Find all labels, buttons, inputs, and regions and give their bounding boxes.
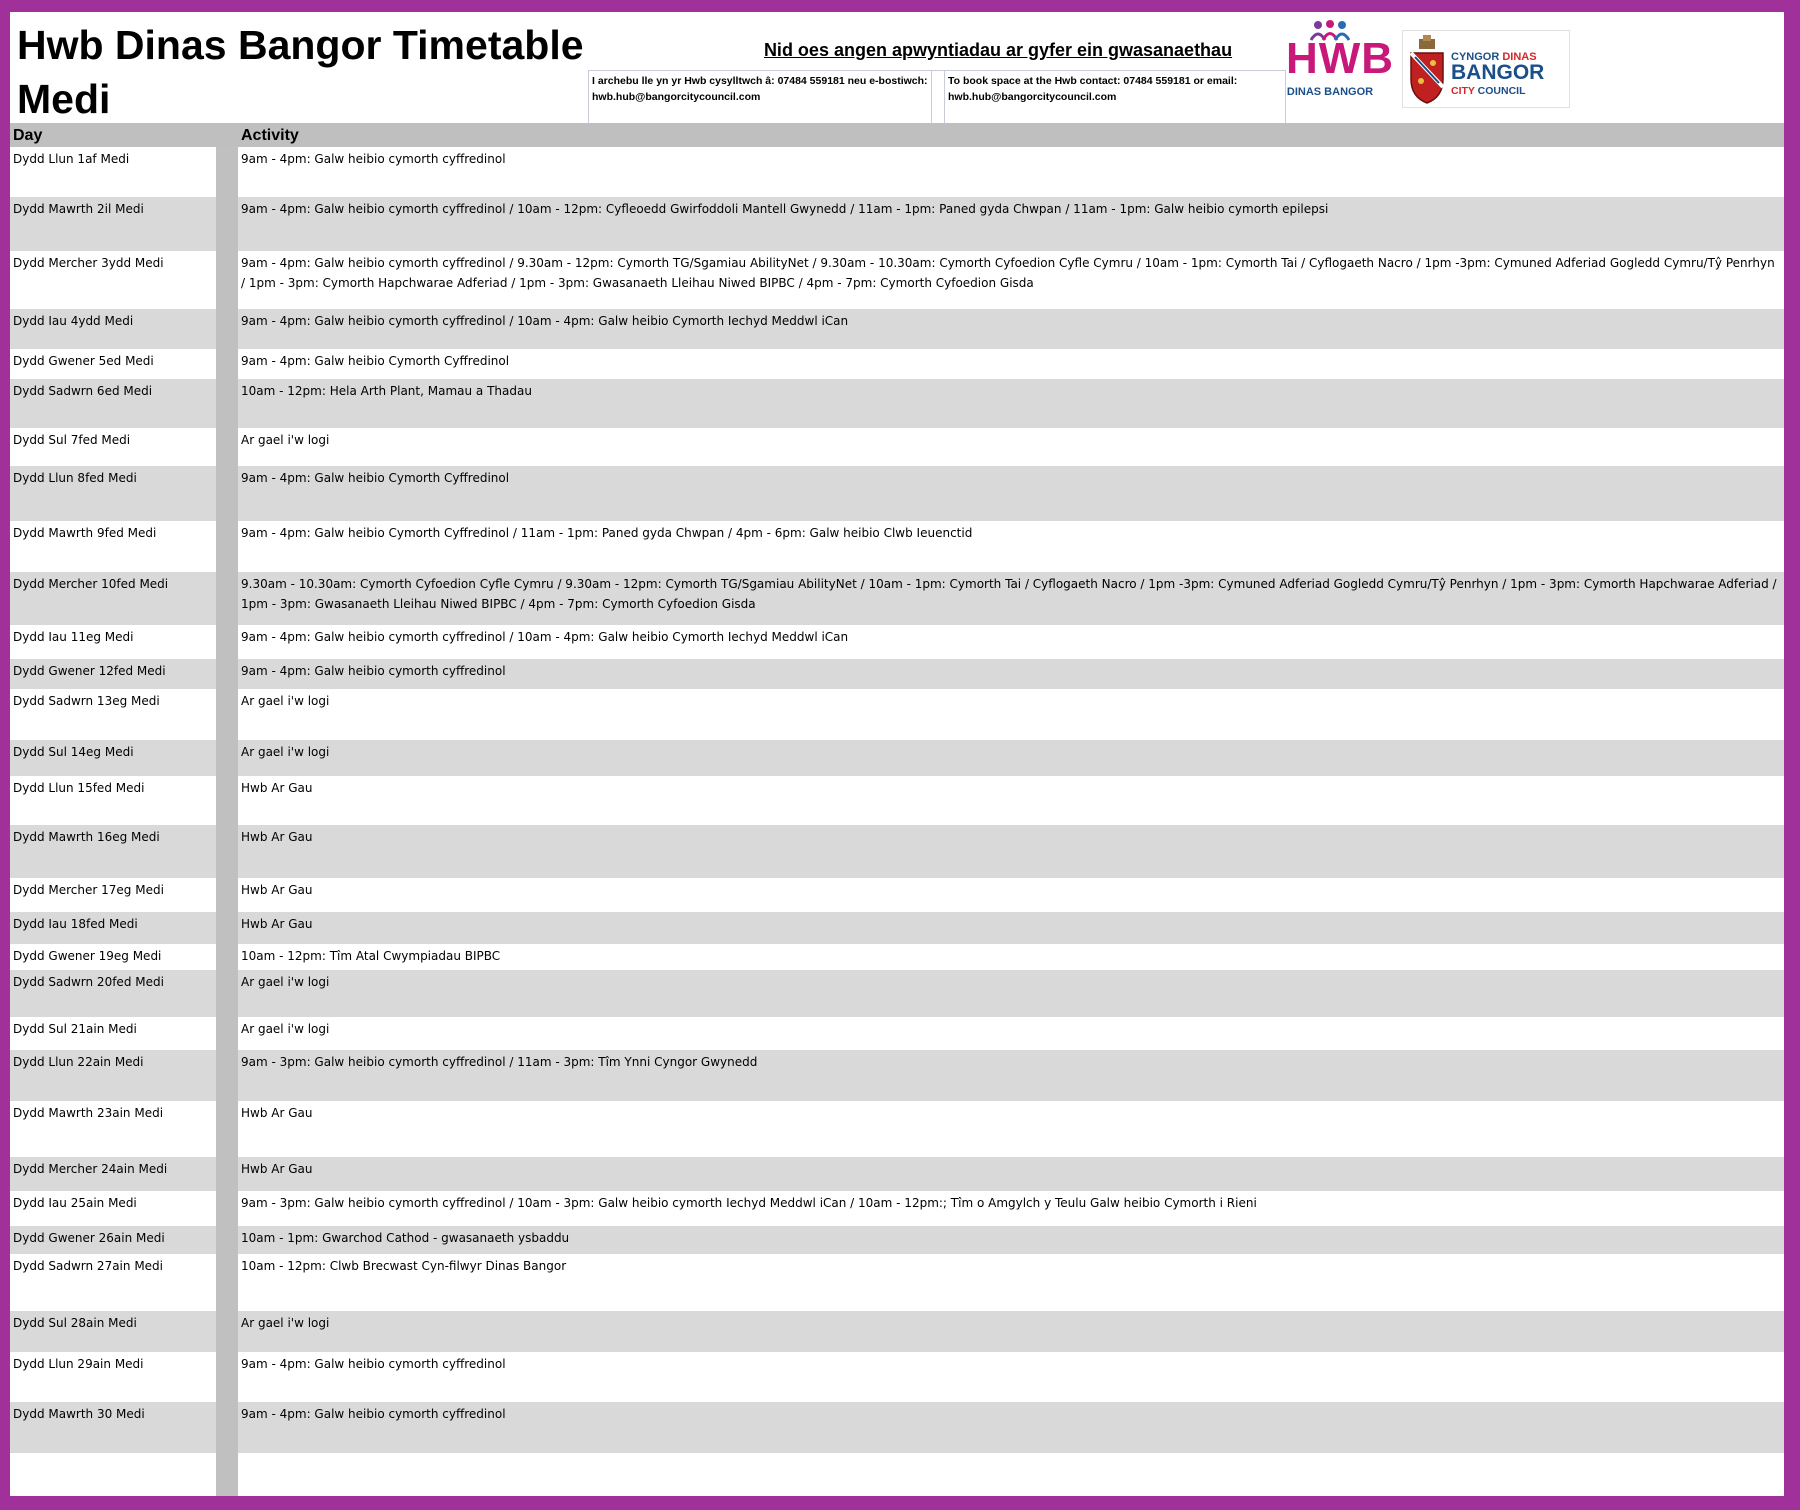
council-dinas: DINAS: [1502, 51, 1537, 63]
day-cell: Dydd Mawrth 30 Medi: [13, 1407, 145, 1421]
activity-cell: 10am - 12pm: Clwb Brecwast Cyn-filwyr Dinas Bangor: [241, 1259, 567, 1273]
table-row: [10, 1226, 1784, 1254]
table-row: [10, 309, 1784, 349]
day-cell: Dydd Sul 7fed Medi: [13, 433, 131, 447]
column-gutter: [216, 1453, 238, 1496]
day-cell: Dydd Mercher 24ain Medi: [13, 1162, 168, 1176]
table-row: [10, 1157, 1784, 1191]
column-gutter: [216, 1254, 238, 1311]
column-gutter: [216, 1157, 238, 1191]
activity-cell: 9am - 4pm: Galw heibio Cymorth Cyffredinol: [241, 354, 510, 368]
day-cell: Dydd Mawrth 2il Medi: [13, 202, 144, 216]
day-cell: Dydd Sul 14eg Medi: [13, 745, 134, 759]
table-body: [10, 147, 1784, 1496]
column-gutter: [216, 349, 238, 379]
table-row: [10, 1352, 1784, 1402]
day-cell: Dydd Gwener 12fed Medi: [13, 664, 166, 678]
table-row: [10, 970, 1784, 1017]
column-gutter: [216, 740, 238, 776]
crest-icon: [1407, 35, 1447, 105]
day-cell: Dydd Sadwrn 20fed Medi: [13, 975, 164, 989]
column-gutter: [216, 147, 238, 197]
activity-cell: Hwb Ar Gau: [241, 830, 313, 844]
council-council: COUNCIL: [1477, 85, 1526, 97]
table-row: [10, 689, 1784, 740]
table-row: [10, 1254, 1784, 1311]
day-cell: Dydd Mercher 10fed Medi: [13, 577, 169, 591]
activity-cell: Hwb Ar Gau: [241, 781, 313, 795]
day-cell: Dydd Sadwrn 13eg Medi: [13, 694, 160, 708]
column-gutter: [216, 1352, 238, 1402]
day-cell: Dydd Iau 18fed Medi: [13, 917, 138, 931]
activity-cell: Ar gael i'w logi: [241, 694, 330, 708]
timetable-table: [10, 123, 1784, 1496]
table-row: [10, 1050, 1784, 1101]
table-row: [10, 944, 1784, 970]
table-row: [10, 1101, 1784, 1157]
table-row: [10, 878, 1784, 912]
day-cell: Dydd Sul 21ain Medi: [13, 1022, 137, 1036]
council-city: CITY: [1451, 85, 1475, 97]
column-gutter: [216, 1226, 238, 1254]
column-gutter: [216, 466, 238, 521]
table-row: [10, 466, 1784, 521]
table-row: [10, 521, 1784, 572]
activity-cell: Hwb Ar Gau: [241, 1106, 313, 1120]
timetable-sheet: [10, 12, 1784, 1496]
column-gutter: [216, 379, 238, 428]
hwb-logo-word: HWB: [1286, 34, 1395, 83]
activity-cell: 10am - 12pm: Hela Arth Plant, Mamau a Thadau: [241, 384, 532, 398]
activity-cell: 9am - 4pm: Galw heibio cymorth cyffredinol / 10am - 4pm: Galw heibio Cymorth Iechyd Meddwl iCan: [241, 630, 849, 644]
column-gutter: [216, 659, 238, 689]
column-gutter: [216, 625, 238, 659]
activity-cell: Hwb Ar Gau: [241, 883, 313, 897]
table-row: [10, 379, 1784, 428]
table-row: [10, 251, 1784, 309]
page-title: [17, 18, 584, 126]
table-row: [10, 1017, 1784, 1050]
column-header-day: Day: [13, 127, 43, 144]
column-gutter: [216, 689, 238, 740]
hwb-logo-subtitle: DINAS BANGOR: [1286, 86, 1374, 98]
day-cell: Dydd Llun 22ain Medi: [13, 1055, 144, 1069]
column-gutter: [216, 251, 238, 309]
table-row: [10, 1191, 1784, 1226]
table-row: [10, 1311, 1784, 1352]
column-gutter: [216, 1050, 238, 1101]
column-gutter: [216, 428, 238, 466]
column-gutter: [216, 1101, 238, 1157]
day-cell: Dydd Sadwrn 27ain Medi: [13, 1259, 163, 1273]
table-row: [10, 740, 1784, 776]
column-gutter: [216, 1311, 238, 1352]
activity-cell: 9am - 4pm: Galw heibio Cymorth Cyffredinol / 11am - 1pm: Paned gyda Chwpan / 4pm - 6pm: Galw heibio Clwb Ieuenctid: [241, 526, 973, 540]
day-cell: Dydd Mercher 3ydd Medi: [13, 256, 164, 270]
day-cell: Dydd Gwener 26ain Medi: [13, 1231, 165, 1245]
column-gutter: [216, 521, 238, 572]
hwb-logo: [1284, 20, 1395, 108]
table-row: [10, 912, 1784, 944]
activity-cell: 9am - 4pm: Galw heibio cymorth cyffredinol: [241, 1407, 506, 1421]
activity-cell: Ar gael i'w logi: [241, 745, 330, 759]
council-logo-line3: [1451, 85, 1526, 97]
day-cell: Dydd Llun 15fed Medi: [13, 781, 145, 795]
day-cell: Dydd Llun 1af Medi: [13, 152, 130, 166]
day-cell: Dydd Gwener 5ed Medi: [13, 354, 154, 368]
column-header-activity: Activity: [241, 127, 299, 144]
column-gutter: [216, 912, 238, 944]
column-gutter: [216, 878, 238, 912]
activity-cell: Ar gael i'w logi: [241, 1022, 330, 1036]
activity-cell: 9.30am - 10.30am: Cymorth Cyfoedion Cyfle Cymru / 9.30am - 12pm: Cymorth TG/Sgamiau AbilityNet / 10am - 1pm: Cymorth Tai / Cyflogaeth Nacro / 1pm -3pm: Cymuned Adferiad Gogledd Cymru/Tŷ Penrhyn / 1pm - 3pm: Cymorth Hapchwarae Adferiad / 1pm - 3pm: Gwasanaeth Lleihau Niwed BIPBC / 4pm - 7pm: Cymorth Cyfoedion Gisda: [241, 577, 1777, 611]
table-row: [10, 349, 1784, 379]
day-cell: Dydd Llun 29ain Medi: [13, 1357, 144, 1371]
column-gutter: [216, 970, 238, 1017]
activity-cell: 9am - 4pm: Galw heibio cymorth cyffredinol: [241, 152, 506, 166]
council-logo: [1402, 30, 1570, 108]
column-gutter: [216, 1017, 238, 1050]
title-line-1: Hwb Dinas Bangor Timetable: [17, 22, 584, 68]
column-gutter: [216, 197, 238, 251]
column-gutter: [216, 1402, 238, 1453]
table-row: [10, 147, 1784, 197]
day-cell: Dydd Gwener 19eg Medi: [13, 949, 162, 963]
column-gutter: [216, 309, 238, 349]
day-cell: Dydd Mawrth 16eg Medi: [13, 830, 160, 844]
activity-cell: 9am - 4pm: Galw heibio Cymorth Cyffredinol: [241, 471, 510, 485]
table-row: [10, 825, 1784, 878]
council-cyngor: CYNGOR: [1451, 51, 1500, 63]
activity-cell: 9am - 4pm: Galw heibio cymorth cyffredinol / 10am - 12pm: Cyfleoedd Gwirfoddoli Mantell Gwynedd / 11am - 1pm: Paned gyda Chwpan / 11am - 1pm: Galw heibio cymorth epilepsi: [241, 202, 1329, 216]
column-gutter: [216, 572, 238, 625]
activity-cell: Ar gael i'w logi: [241, 1316, 330, 1330]
day-cell: Dydd Llun 8fed Medi: [13, 471, 137, 485]
activity-cell: 9am - 3pm: Galw heibio cymorth cyffredinol / 11am - 3pm: Tîm Ynni Cyngor Gwynedd: [241, 1055, 758, 1069]
day-cell: Dydd Iau 4ydd Medi: [13, 314, 134, 328]
activity-cell: 10am - 1pm: Gwarchod Cathod - gwasanaeth ysbaddu: [241, 1231, 570, 1245]
day-cell: Dydd Mercher 17eg Medi: [13, 883, 164, 897]
day-cell: Dydd Iau 11eg Medi: [13, 630, 134, 644]
table-row: [10, 1402, 1784, 1453]
table-row: [10, 776, 1784, 825]
title-line-2: Medi: [17, 76, 111, 122]
activity-cell: 9am - 4pm: Galw heibio cymorth cyffredinol: [241, 1357, 506, 1371]
contact-english: To book space at the Hwb contact: 07484 559181 or email: hwb.hub@bangorcitycouncil.com: [944, 70, 1286, 134]
table-header: [10, 123, 1784, 147]
day-cell: Dydd Iau 25ain Medi: [13, 1196, 137, 1210]
column-gutter: [216, 776, 238, 825]
day-cell: Dydd Sadwrn 6ed Medi: [13, 384, 153, 398]
activity-cell: 9am - 4pm: Galw heibio cymorth cyffredinol / 9.30am - 12pm: Cymorth TG/Sgamiau AbilityNet / 9.30am - 10.30am: Cymorth Cyfoedion Cyfle Cymru / 10am - 1pm: Cymorth Tai / Cyflogaeth Nacro / 1pm -3pm: Cymuned Adferiad Gogledd Cymru/Tŷ Penrhyn / 1pm - 3pm: Cymorth Hapchwarae Adferiad / 1pm - 3pm: Gwasanaeth Lleihau Niwed BIPBC / 4pm - 7pm: Cymorth Cyfoedion Gisda: [241, 256, 1775, 290]
day-cell: Dydd Mawrth 9fed Medi: [13, 526, 157, 540]
activity-cell: Ar gael i'w logi: [241, 975, 330, 989]
table-row: [10, 572, 1784, 625]
day-cell: Dydd Mawrth 23ain Medi: [13, 1106, 164, 1120]
activity-cell: 9am - 4pm: Galw heibio cymorth cyffredinol / 10am - 4pm: Galw heibio Cymorth Iechyd Meddwl iCan: [241, 314, 849, 328]
activity-cell: Ar gael i'w logi: [241, 433, 330, 447]
column-gutter: [216, 825, 238, 878]
no-appointments-notice: Nid oes angen apwyntiadau ar gyfer ein gwasanaethau: [763, 40, 1233, 60]
table-row: [10, 428, 1784, 466]
table-row: [10, 659, 1784, 689]
activity-cell: Hwb Ar Gau: [241, 917, 313, 931]
day-cell: Dydd Sul 28ain Medi: [13, 1316, 137, 1330]
activity-cell: 9am - 3pm: Galw heibio cymorth cyffredinol / 10am - 3pm: Galw heibio cymorth Iechyd Meddwl iCan / 10am - 12pm:; Tîm o Amgylch y Teulu Galw heibio Cymorth i Rieni: [241, 1196, 1257, 1210]
council-bangor: BANGOR: [1451, 61, 1545, 84]
activity-cell: 10am - 12pm: Tîm Atal Cwympiadau BIPBC: [241, 949, 501, 963]
column-gutter: [216, 1191, 238, 1226]
activity-cell: Hwb Ar Gau: [241, 1162, 313, 1176]
activity-cell: 9am - 4pm: Galw heibio cymorth cyffredinol: [241, 664, 506, 678]
table-row: [10, 1453, 1784, 1496]
activity-cell: [238, 1453, 1784, 1496]
contact-welsh: I archebu lle yn yr Hwb cysylltwch â: 07484 559181 neu e-bostiwch: hwb.hub@bangorcitycouncil.com: [588, 70, 932, 134]
table-row: [10, 197, 1784, 251]
table-row: [10, 625, 1784, 659]
column-gutter: [216, 944, 238, 970]
